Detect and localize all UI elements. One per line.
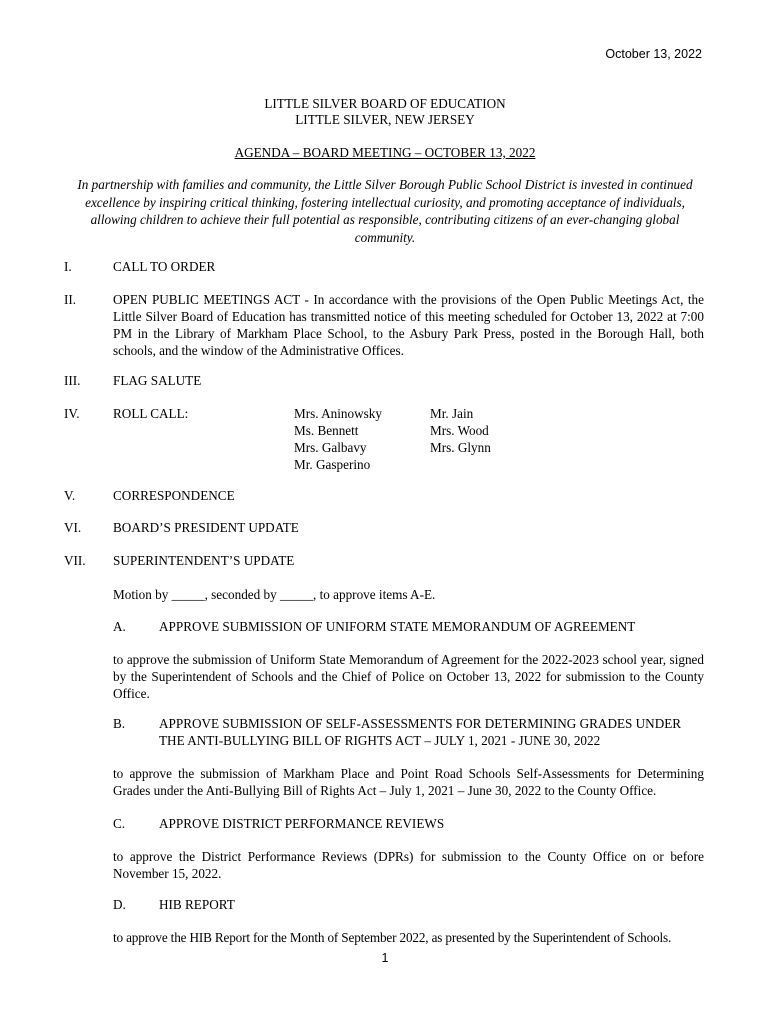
board-member: Mr. Gasperino <box>294 457 371 472</box>
item-letter: C. <box>113 816 126 831</box>
board-member: Mrs. Glynn <box>430 440 491 455</box>
agenda-title <box>0 144 770 161</box>
agenda-title-text: AGENDA – BOARD MEETING – OCTOBER 13, 2022 <box>234 145 536 160</box>
section-number: III. <box>64 373 81 388</box>
roll-call-column-2 <box>430 405 491 456</box>
document-date: October 13, 2022 <box>605 47 702 61</box>
board-member: Mrs. Wood <box>430 423 489 438</box>
item-b-text: to approve the submission of Markham Place and Point Road Schools Self-Assessments for Determining Grades under the Anti-Bullying Bill of Rights Act – July 1, 2021 – June 30, 2022 to the County Office. <box>113 766 704 798</box>
section-title: BOARD’S PRESIDENT UPDATE <box>113 520 299 535</box>
item-letter: A. <box>113 619 126 634</box>
item-heading: HIB REPORT <box>159 897 235 912</box>
section-title: SUPERINTENDENT’S UPDATE <box>113 553 295 568</box>
section-title: FLAG SALUTE <box>113 373 202 388</box>
section-roll-call <box>64 405 704 475</box>
roll-call-column-1 <box>294 405 382 473</box>
section-number: VII. <box>64 553 86 568</box>
board-member: Mr. Jain <box>430 406 474 421</box>
section-title: CALL TO ORDER <box>113 259 216 274</box>
page-number: 1 <box>381 951 389 965</box>
org-location: LITTLE SILVER, NEW JERSEY <box>295 112 475 127</box>
section-title: CORRESPONDENCE <box>113 488 235 503</box>
item-letter: B. <box>113 716 126 731</box>
section-number: V. <box>64 488 76 503</box>
section-number: VI. <box>64 520 82 535</box>
section-number: II. <box>64 292 77 307</box>
section-title: ROLL CALL: <box>113 406 189 421</box>
item-heading: APPROVE SUBMISSION OF UNIFORM STATE MEMORANDUM OF AGREEMENT <box>159 619 636 634</box>
item-heading: APPROVE SUBMISSION OF SELF-ASSESSMENTS FOR DETERMINING GRADES UNDER THE ANTI-BULLYING BILL OF RIGHTS ACT – JULY 1, 2021 - JUNE 30, 2022 <box>159 716 682 748</box>
section-number: IV. <box>64 406 80 421</box>
item-heading: APPROVE DISTRICT PERFORMANCE REVIEWS <box>159 816 445 831</box>
item-d-text: to approve the HIB Report for the Month of September 2022, as presented by the Superintendent of Schools. <box>113 930 672 945</box>
motion-line: Motion by _____, seconded by _____, to approve items A-E. <box>113 587 436 602</box>
mission-statement: In partnership with families and community, the Little Silver Borough Public School District is invested in continued excellence by inspiring critical thinking, fostering intellectual curiosity, and promoting acceptance of individuals, allowing children to achieve their full potential as responsible, contributing citizens of an ever-changing global community. <box>77 177 693 245</box>
section-number: I. <box>64 259 72 274</box>
item-letter: D. <box>113 897 126 912</box>
section-text: OPEN PUBLIC MEETINGS ACT - In accordance with the provisions of the Open Public Meetings Act, the Little Silver Board of Education has transmitted notice of this meeting scheduled for October 13, 2022 at 7:00 PM in the Library of Markham Place School, to the Asbury Park Press, posted in the Borough Hall, both schools, and the window of the Administrative Offices. <box>113 292 704 358</box>
board-member: Mrs. Galbavy <box>294 440 367 455</box>
item-a-text: to approve the submission of Uniform State Memorandum of Agreement for the 2022-2023 school year, signed by the Superintendent of Schools and the Chief of Police on October 13, 2022 for submission to the County Office. <box>113 652 704 701</box>
board-member: Mrs. Aninowsky <box>294 406 382 421</box>
item-c-text: to approve the District Performance Reviews (DPRs) for submission to the County Office on or before November 15, 2022. <box>113 849 704 881</box>
org-name: LITTLE SILVER BOARD OF EDUCATION <box>264 96 506 111</box>
board-member: Ms. Bennett <box>294 423 359 438</box>
